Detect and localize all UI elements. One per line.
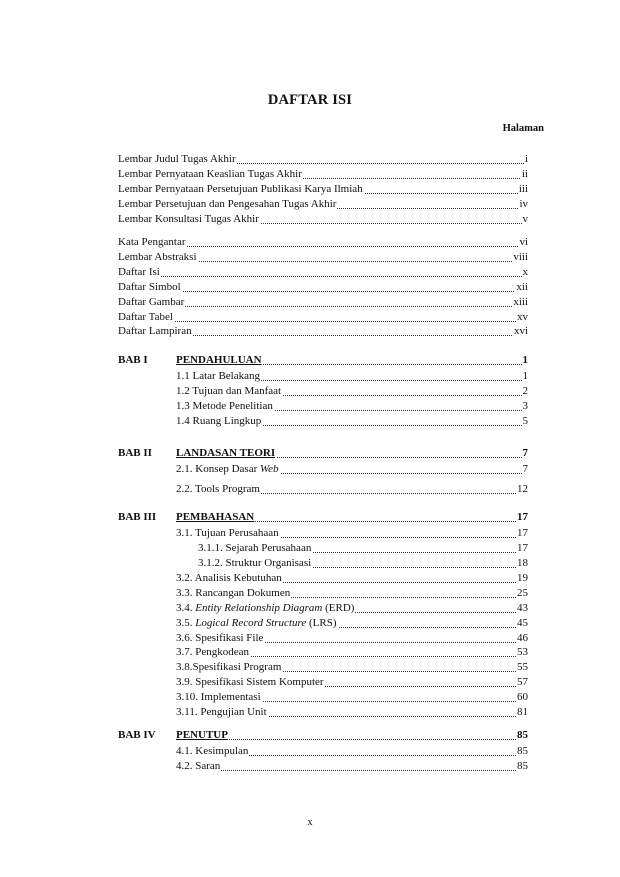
toc-page-number: 17 [517, 542, 528, 555]
toc-entry-text: PENUTUP [176, 729, 228, 741]
toc-page-number: 81 [517, 706, 528, 718]
toc-page-number: vi [519, 236, 528, 248]
toc-entry-text: 3.5. [176, 616, 196, 629]
section-row [118, 482, 528, 497]
dot-leader [176, 770, 528, 771]
toc-entry-label [118, 250, 198, 265]
toc-entry-label [118, 295, 185, 310]
front-matter-row [118, 167, 528, 182]
toc-entry-label [118, 197, 337, 212]
toc-entry-text: 3.10. Implementasi [176, 691, 261, 704]
dot-leader [118, 276, 528, 277]
dot-leader [118, 321, 528, 322]
toc-entry-text: Daftar Lampiran [118, 325, 192, 338]
toc-entry-text: 3.8.Spesifikasi Program [176, 661, 282, 674]
toc-entry-text: 2.2. Tools Program [176, 482, 260, 495]
chapter-number: BAB I [118, 354, 148, 366]
halaman-label: Halaman [502, 123, 544, 134]
chapter-number: BAB II [118, 447, 152, 459]
toc-entry-label [176, 414, 262, 429]
front-matter-row [118, 152, 528, 167]
toc-page-number: 85 [517, 760, 528, 773]
toc-page-number: 12 [517, 482, 528, 495]
toc-entry-label [118, 152, 237, 167]
front-matter-row [118, 182, 528, 197]
toc-page-number: 2 [522, 385, 528, 398]
toc-entry-text: 3.1.1. Sejarah Perusahaan [198, 542, 312, 555]
section-row [118, 556, 528, 571]
toc-entry-label [176, 705, 268, 720]
toc-page-number: 18 [517, 557, 528, 569]
section-row [118, 616, 528, 631]
chapter-number: BAB IV [118, 729, 156, 741]
section-row [118, 414, 528, 429]
toc-entry-text: Lembar Pernyataan Persetujuan Publikasi Karya Ilmiah [118, 182, 363, 195]
chapter-row [118, 510, 528, 525]
toc-entry-label [176, 744, 249, 759]
toc-entry-text: 1.2 Tujuan dan Manfaat [176, 385, 282, 398]
front-matter-row [118, 310, 528, 325]
toc-entry-label [176, 631, 264, 646]
toc-entry-text: 3.1. Tujuan Perusahaan [176, 527, 279, 540]
toc-page-number: 25 [517, 586, 528, 599]
toc-entry-label [198, 541, 312, 556]
toc-page-number: 43 [517, 601, 528, 614]
toc-entry-text: Kata Pengantar [118, 236, 186, 248]
toc-entry-label [176, 526, 280, 541]
toc-entry-label [118, 182, 364, 197]
toc-entry-italic: Logical Record Structure [195, 616, 307, 629]
toc-entry-text: 1.1 Latar Belakang [176, 370, 260, 383]
toc-entry-label [118, 280, 182, 295]
toc-page-number: i [524, 153, 528, 165]
toc-entry-label [118, 167, 303, 182]
toc-entry-text: Lembar Abstraksi [118, 250, 197, 263]
toc-entry-text: Daftar Tabel [118, 310, 173, 323]
front-matter-row [118, 250, 528, 265]
front-matter-row [118, 265, 528, 280]
section-row [118, 744, 528, 759]
chapter-row [118, 353, 528, 368]
toc-page-number: 5 [522, 414, 528, 427]
toc-entry-text: Daftar Isi [118, 265, 160, 278]
toc-entry-label [176, 759, 221, 774]
toc-entry-label [176, 510, 255, 525]
toc-page-number: 1 [522, 354, 528, 366]
toc-entry-label [118, 212, 260, 227]
section-row [118, 690, 528, 705]
toc-page-number: 3 [522, 400, 528, 412]
section-row [118, 526, 528, 541]
section-row [118, 660, 528, 675]
toc-page-number: 19 [517, 571, 528, 584]
toc-entry-text: 4.2. Saran [176, 760, 221, 773]
toc-entry-text: Lembar Pernyataan Keaslian Tugas Akhir [118, 167, 302, 180]
footer-page-number: x [307, 817, 313, 828]
toc-entry-text: 3.3. Rancangan Dokumen [176, 586, 291, 599]
toc-entry-text: 3.9. Spesifikasi Sistem Komputer [176, 676, 324, 689]
toc-entry-label [118, 310, 174, 325]
section-row [118, 675, 528, 690]
toc-entry-label [118, 235, 187, 250]
toc-page-number: 17 [517, 527, 528, 540]
toc-entry-text: Daftar Gambar [118, 295, 185, 308]
toc-page-number: 85 [517, 729, 528, 741]
toc-page-number: v [522, 212, 528, 225]
toc-entry-label [198, 556, 312, 571]
toc-entry-text: Daftar Simbol [118, 280, 181, 293]
toc-entry-italic: Entity Relationship Diagram [195, 601, 323, 614]
toc-page-number: xiii [513, 295, 528, 308]
toc-entry-italic: Web [260, 463, 279, 476]
toc-entry-label [176, 482, 261, 497]
front-matter-row [118, 295, 528, 310]
toc-entry-label [176, 446, 276, 461]
toc-page-number: xvi [513, 325, 528, 338]
front-matter-row [118, 324, 528, 339]
toc-entry-label [176, 601, 355, 616]
toc-entry-text: PEMBAHASAN [176, 511, 255, 523]
section-row [118, 705, 528, 720]
toc-entry-label [176, 353, 263, 368]
toc-entry-text: Lembar Judul Tugas Akhir [118, 153, 236, 165]
toc-entry-text: 2.1. Konsep Dasar [176, 463, 261, 476]
toc-page-number: xii [516, 280, 528, 293]
toc-entry-label [176, 586, 291, 601]
toc-page-number: 85 [517, 745, 528, 758]
toc-page-number: 17 [517, 511, 528, 523]
front-matter-row [118, 197, 528, 212]
toc-page-number: 7 [522, 447, 528, 459]
toc-entry-label [176, 690, 262, 705]
toc-entry-label [176, 384, 282, 399]
toc-page-number: iii [518, 182, 528, 195]
toc-entry-text: 3.11. Pengujian Unit [176, 706, 267, 718]
front-matter-row [118, 280, 528, 295]
section-row [118, 369, 528, 384]
section-row [118, 645, 528, 660]
toc-entry-label [176, 645, 250, 660]
toc-page-number: ii [521, 167, 528, 180]
toc-entry-label [176, 660, 282, 675]
toc-entry-label [176, 616, 338, 631]
toc-entry-text: 4.1. Kesimpulan [176, 745, 249, 758]
toc-page-number: iv [519, 197, 528, 210]
chapter-number: BAB III [118, 511, 157, 523]
toc-page-number: x [522, 265, 528, 278]
toc-entry-text: LANDASAN TEORI [176, 447, 276, 459]
toc-page-number: 46 [517, 631, 528, 644]
toc-entry-text: 3.6. Spesifikasi File [176, 631, 264, 644]
toc-entry-label [176, 571, 283, 586]
toc-entry-text: Lembar Konsultasi Tugas Akhir [118, 212, 259, 225]
section-row [118, 601, 528, 616]
toc-page-number: 7 [522, 463, 528, 476]
toc-entry-text: 3.7. Pengkodean [176, 646, 250, 659]
toc-entry-text: 1.3 Metode Penelitian [176, 400, 273, 412]
chapter-row [118, 728, 528, 743]
page-title: DAFTAR ISI [267, 92, 353, 108]
toc-entry-text: (LRS) [306, 616, 337, 629]
section-row [118, 571, 528, 586]
toc-entry-label [176, 728, 229, 743]
toc-page-number: 53 [517, 646, 528, 659]
toc-entry-label [118, 265, 161, 280]
toc-page-number: 55 [517, 661, 528, 674]
toc-entry-label [176, 369, 261, 384]
toc-entry-label [176, 675, 325, 690]
toc-entry-text: Lembar Persetujuan dan Pengesahan Tugas Akhir [118, 197, 337, 210]
toc-entry-text: 3.1.2. Struktur Organisasi [198, 557, 312, 569]
section-row [118, 462, 528, 477]
section-row [118, 759, 528, 774]
front-matter-row [118, 235, 528, 250]
toc-entry-label [118, 324, 193, 339]
toc-entry-text: 3.2. Analisis Kebutuhan [176, 571, 282, 584]
toc-page-number: 45 [517, 616, 528, 629]
toc-entry-label [176, 399, 274, 414]
toc-entry-text: (ERD) [322, 601, 355, 614]
section-row [118, 631, 528, 646]
toc-entry-label [176, 462, 280, 477]
toc-entry-text: 1.4 Ruang Lingkup [176, 414, 262, 427]
toc-page-number: 60 [517, 691, 528, 704]
toc-page-number: viii [513, 250, 528, 263]
toc-page-number: 57 [517, 676, 528, 689]
toc-page-number: 1 [522, 370, 528, 383]
front-matter-row [118, 212, 528, 227]
toc-page-number: xv [517, 310, 528, 323]
chapter-row [118, 446, 528, 461]
toc-entry-text: PENDAHULUAN [176, 354, 262, 366]
toc-entry-text: 3.4. [176, 601, 196, 614]
section-row [118, 399, 528, 414]
section-row [118, 541, 528, 556]
section-row [118, 384, 528, 399]
section-row [118, 586, 528, 601]
